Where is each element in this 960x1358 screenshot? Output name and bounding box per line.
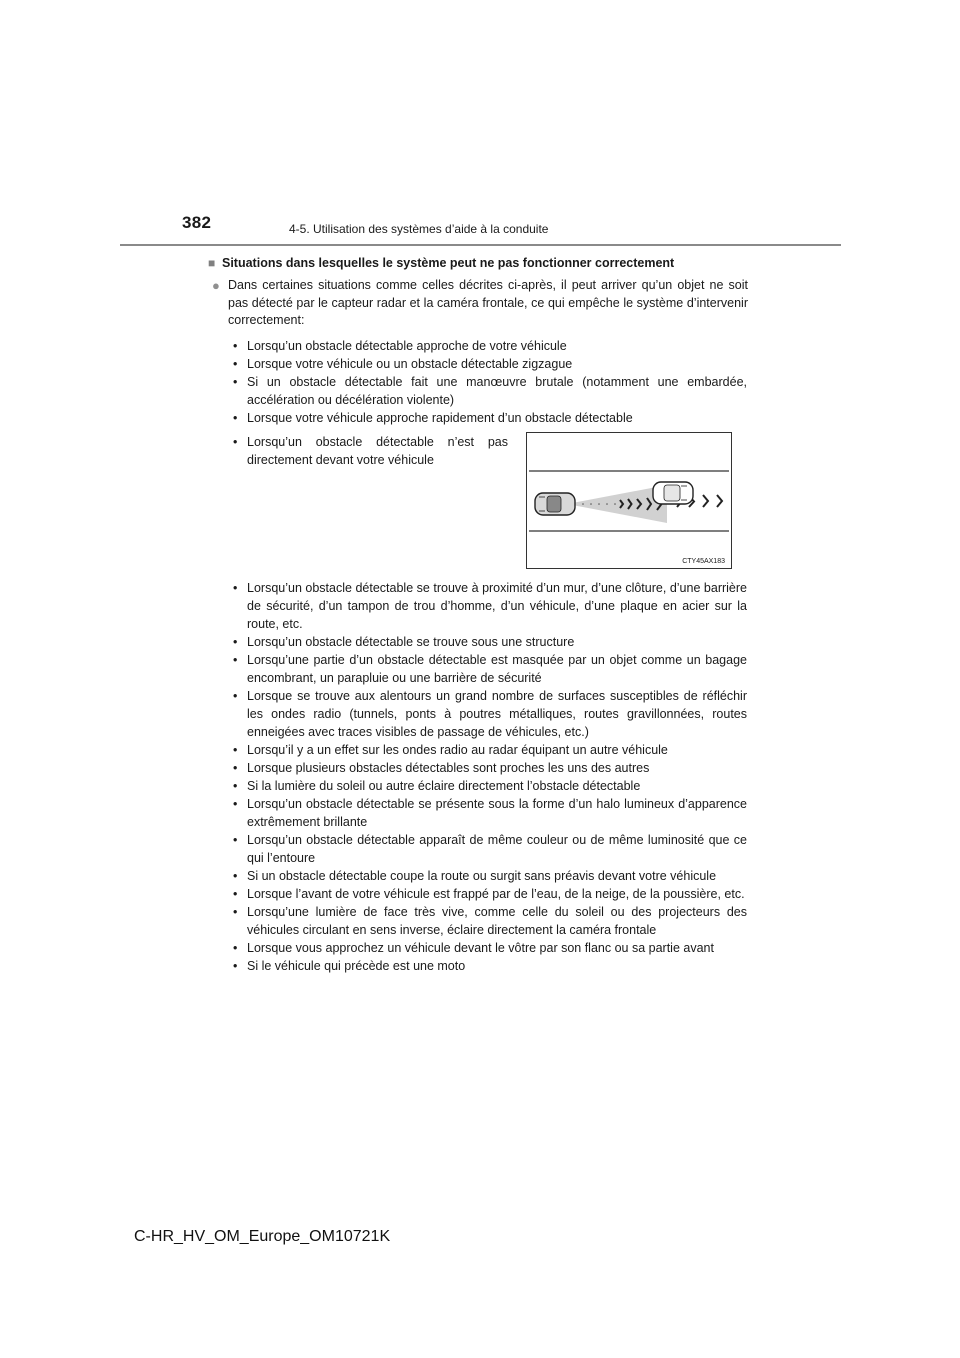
list-item: • Lorsque votre véhicule ou un obstacle détectable zigzague: [233, 356, 573, 371]
illustration-offset-obstacle: [526, 432, 732, 569]
obstacle-vehicle: [653, 482, 693, 504]
header-divider: [120, 244, 841, 246]
figure-code: CTY45AX183: [682, 558, 725, 565]
bullet-list-a: [233, 337, 747, 427]
list-item: • Lorsque plusieurs obstacles détectables sont proches les uns des autres: [233, 761, 650, 775]
list-item: • Lorsqu’un obstacle détectable n’est pas directement devant votre véhicule: [233, 434, 508, 467]
list-item: • Lorsque votre véhicule approche rapidement d’un obstacle détectable: [233, 410, 633, 425]
list-item: • Lorsqu’une partie d’un obstacle détectable est masquée par un objet comme un bagage encombrant, un parapluie ou une barrière de sécurité: [233, 653, 747, 685]
list-item: • Lorsqu’une lumière de face très vive, comme celle du soleil ou des projecteurs des véhicules circulant en sens inverse, éclaire directement la caméra frontale: [233, 905, 747, 937]
subsection-heading: [208, 255, 748, 272]
list-item: • Lorsque se trouve aux alentours un grand nombre de surfaces susceptibles de réfléchir les ondes radio (tunnels, ponts à poutres métalliques, routes gravillonnées, routes enneigées avec traces visibles de passage de véhicules, etc.): [233, 689, 747, 739]
own-vehicle: [535, 493, 575, 515]
list-item: • Si la lumière du soleil ou autre éclaire directement l’obstacle détectable: [233, 779, 641, 793]
list-item: • Lorsqu’un obstacle détectable se trouve sous une structure: [233, 635, 575, 649]
list-item: • Si le véhicule qui précède est une moto: [233, 959, 466, 973]
list-item: • Lorsque vous approchez un véhicule devant le vôtre par son flanc ou sa partie avant: [233, 941, 714, 955]
subsection-heading-text: Situations dans lesquelles le système peut ne pas fonctionner correctement: [222, 256, 675, 270]
circle-bullet-icon: ●: [212, 278, 220, 293]
bullet-list-c: [233, 579, 747, 975]
illustration-drawing: [527, 433, 731, 568]
list-item: • Lorsqu’il y a un effet sur les ondes radio au radar équipant un autre véhicule: [233, 743, 668, 757]
list-item: • Si un obstacle détectable fait une manœuvre brutale (notamment une embardée, accélération ou décélération violente): [233, 374, 747, 407]
section-title: 4-5. Utilisation des systèmes d’aide à la conduite: [289, 222, 549, 236]
intro-paragraph: [208, 277, 748, 330]
list-item: • Lorsqu’un obstacle détectable se présente sous la forme d’un halo lumineux d’apparence extrêmement brillante: [233, 797, 747, 829]
bullet-list-b: [233, 433, 508, 469]
list-item: • Lorsqu’un obstacle détectable se trouve à proximité d’un mur, d’une clôture, d’une barrière de sécurité, d’un tampon de trou d’homme, d’un véhicule, d’une plaque en acier sur la route, etc.: [233, 581, 747, 631]
document-footer: C-HR_HV_OM_Europe_OM10721K: [134, 1228, 391, 1245]
page-number: 382: [182, 213, 212, 232]
list-item: • Lorsque l’avant de votre véhicule est frappé par de l’eau, de la neige, de la poussière, etc.: [233, 887, 745, 901]
intro-text: Dans certaines situations comme celles décrites ci-après, il peut arriver qu’un objet ne soit pas détecté par le capteur radar et la caméra frontale, ce qui empêche le système d’intervenir correctement:: [228, 278, 748, 327]
list-item: • Lorsqu’un obstacle détectable approche de votre véhicule: [233, 338, 567, 353]
list-item: • Lorsqu’un obstacle détectable apparaît de même couleur ou de même luminosité que ce qui l’entoure: [233, 833, 747, 865]
list-item: • Si un obstacle détectable coupe la route ou surgit sans préavis devant votre véhicule: [233, 869, 717, 883]
square-bullet-icon: ■: [208, 256, 216, 270]
